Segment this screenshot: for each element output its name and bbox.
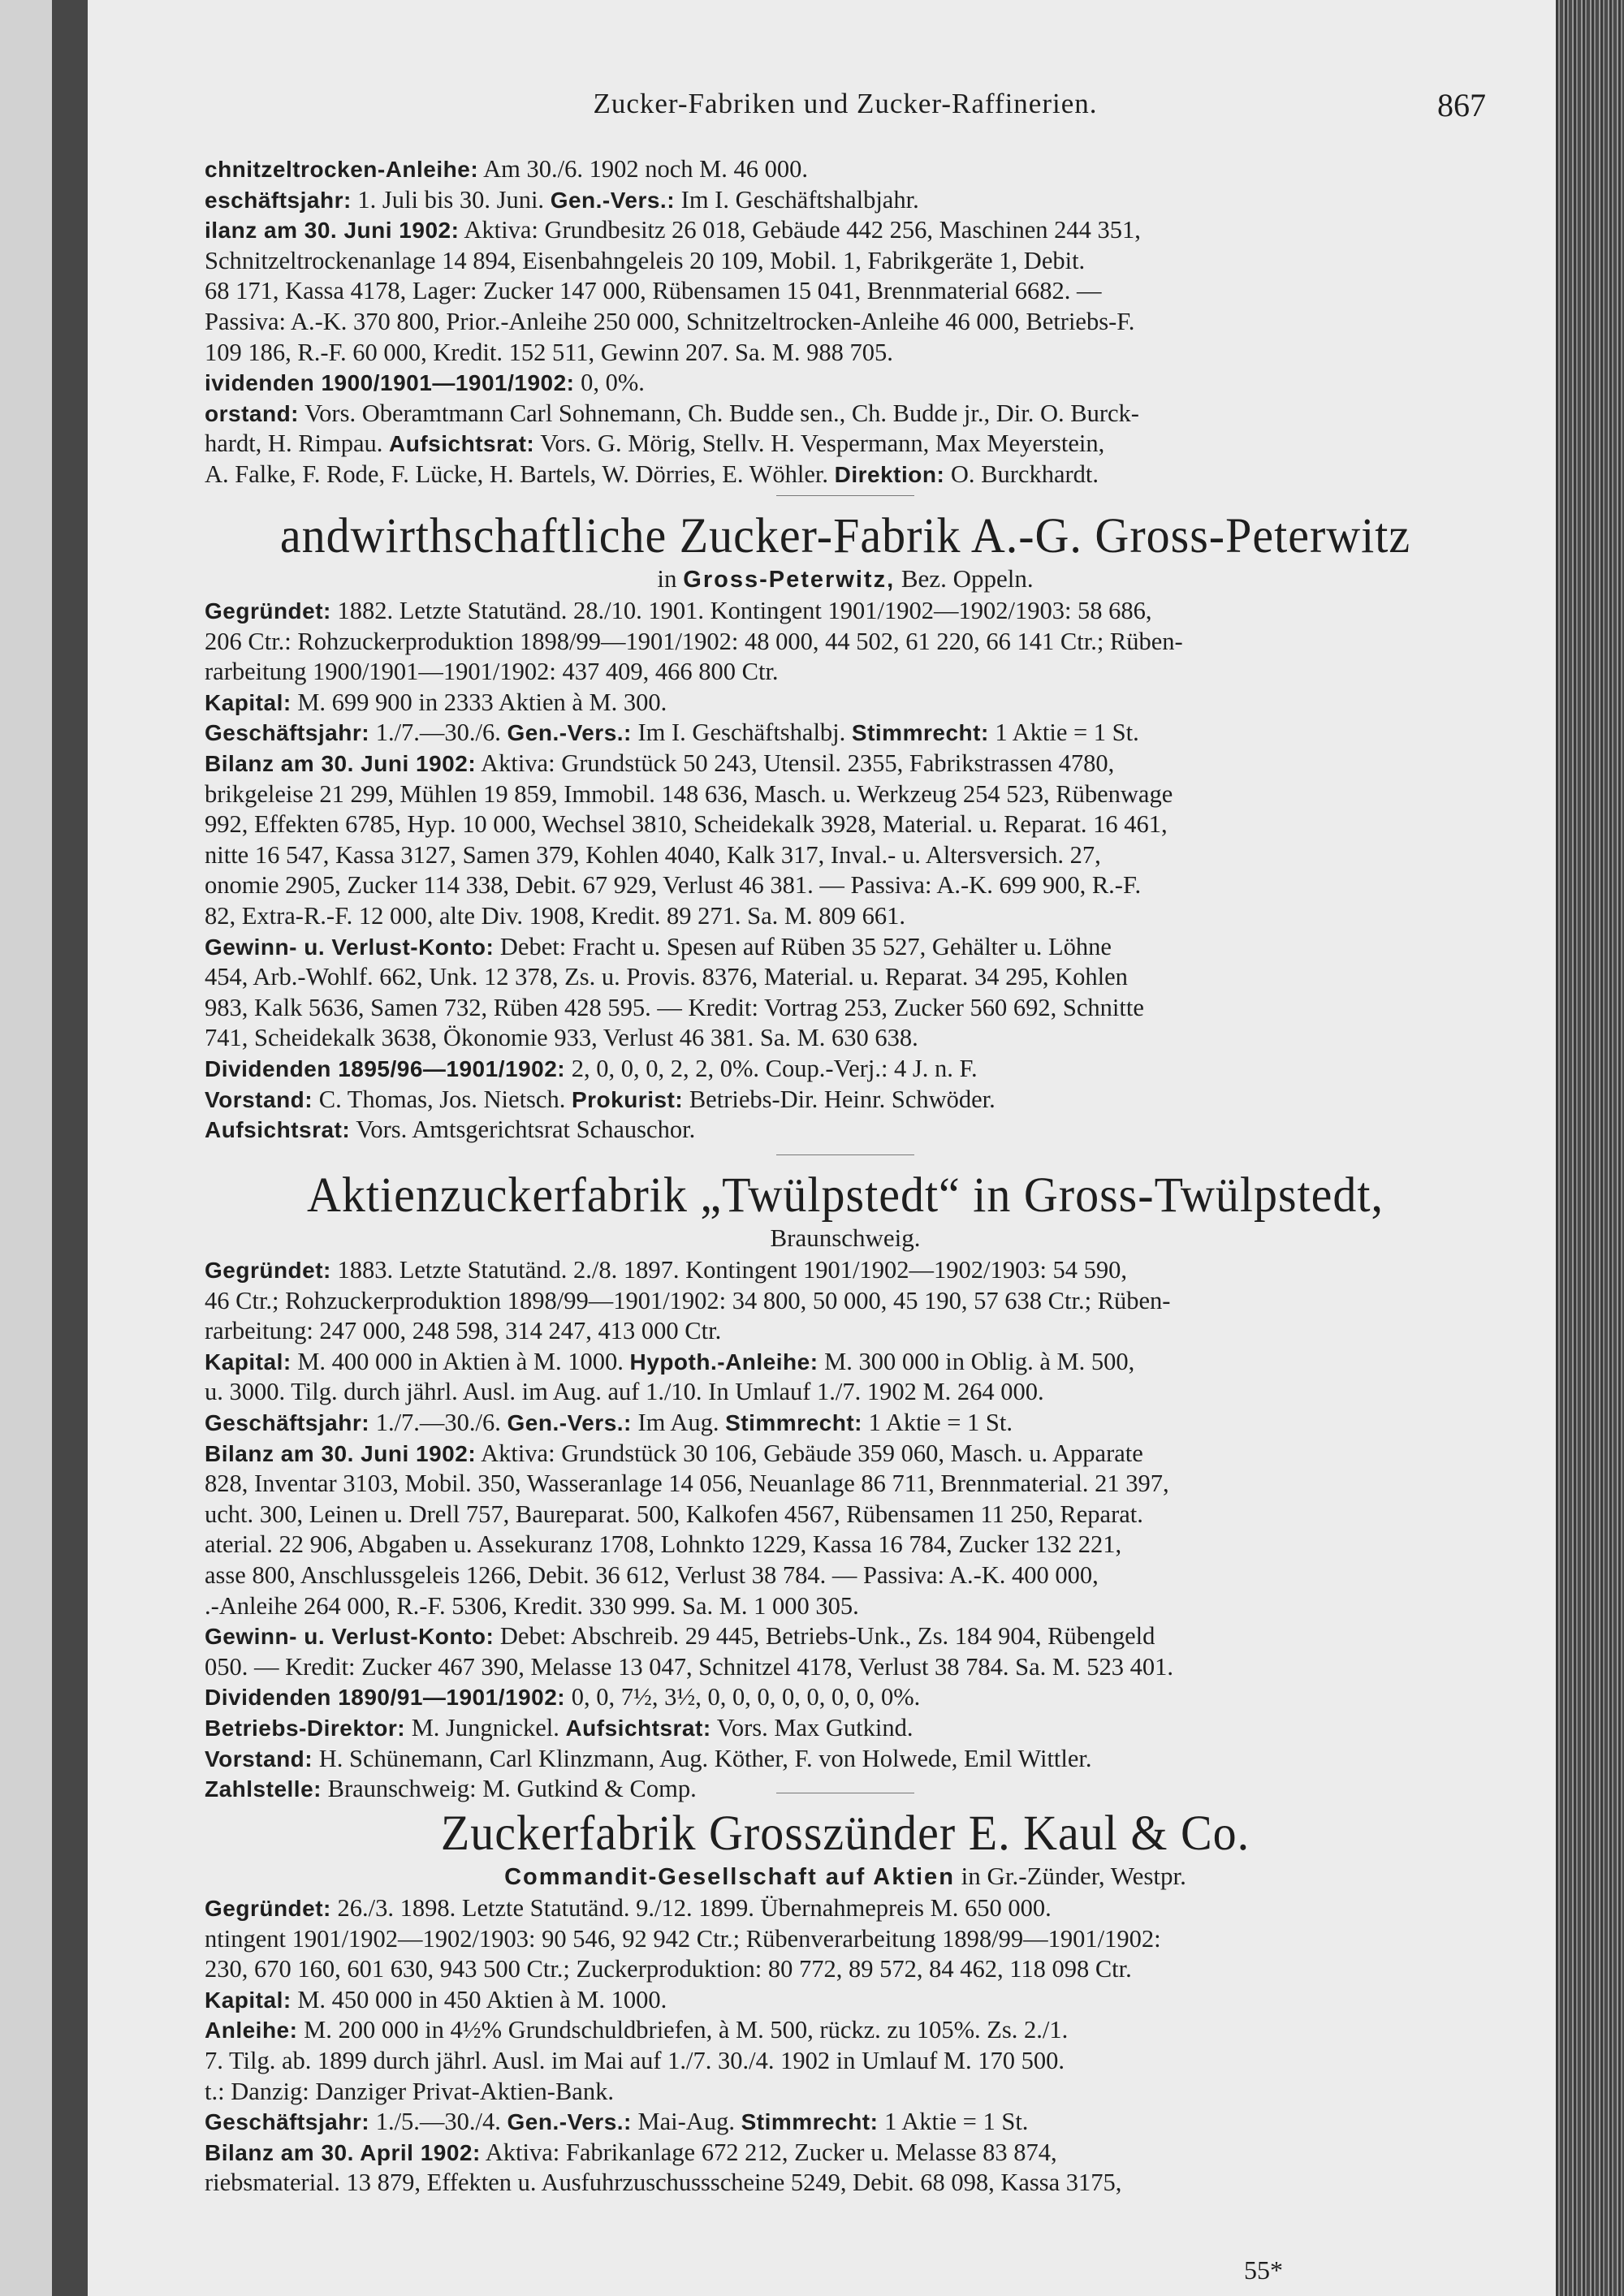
line-text: 1./7.—30./6. [369, 1408, 508, 1436]
line-text: M. Jungnickel. [405, 1713, 566, 1741]
separator-rule [776, 1154, 914, 1155]
line-text: 1./5.—30./4. [369, 2108, 508, 2136]
line-text: H. Schünemann, Carl Klinzmann, Aug. Köther, F. von Holwede, Emil Wittler. [313, 1744, 1092, 1772]
line-text: 050. — Kredit: Zucker 467 390, Melasse 13 047, Schnitzel 4178, Verlust 38 784. Sa. M. 523 401. [205, 1652, 1174, 1681]
text-line [205, 460, 1486, 490]
line-text: 1./7.—30./6. [369, 719, 508, 747]
field-label: Betriebs-Direktor: [205, 1715, 406, 1741]
field-label: Kapital: [205, 1987, 292, 2013]
line-text: 46 Ctr.; Rohzuckerproduktion 1898/99—1901/1902: 34 800, 50 000, 45 190, 57 638 Ctr.; Rüben- [205, 1286, 1171, 1314]
entry-lines [205, 596, 1486, 1146]
field-label: Gewinn- u. Verlust-Konto: [205, 934, 495, 960]
left-page-margin [0, 0, 52, 2296]
field-label: Hypoth.-Anleihe: [629, 1349, 818, 1375]
text-line [205, 993, 1486, 1024]
line-text: 1 Aktie = 1 St. [862, 1408, 1013, 1436]
entry-lines [205, 1255, 1486, 1805]
text-line [205, 596, 1486, 627]
line-text: 1882. Letzte Statutänd. 28./10. 1901. Kontingent 1901/1902—1902/1903: 58 686, [330, 597, 1152, 624]
text-line [205, 779, 1486, 810]
text-line [205, 1023, 1486, 1054]
text-line [205, 627, 1486, 658]
text-line [205, 688, 1486, 719]
field-label: Aufsichtsrat: [205, 1117, 351, 1143]
text-line [205, 215, 1486, 246]
line-text: 26./3. 1898. Letzte Statutänd. 9./12. 1899. Übernahmepreis M. 650 000. [330, 1894, 1052, 1922]
text-line [205, 429, 1486, 460]
field-label: Gen.-Vers.: [507, 2109, 632, 2135]
field-label: Bilanz am 30. Juni 1902: [205, 750, 477, 776]
line-text: riebsmaterial. 13 879, Effekten u. Ausfuhrzuschussscheine 5249, Debit. 68 098, Kassa 3175, [205, 2169, 1122, 2197]
field-label: Gen.-Vers.: [507, 1409, 632, 1435]
text-line [205, 338, 1486, 369]
company-location: Commandit-Gesellschaft auf Aktien in Gr.-Zünder, Westpr. [504, 1862, 1186, 1890]
line-text: Vors. Oberamtmann Carl Sohnemann, Ch. Budde sen., Ch. Budde jr., Dir. O. Burck- [299, 399, 1139, 427]
text-line [205, 2046, 1486, 2077]
company-location: Braunschweig. [770, 1224, 921, 1252]
line-text: hardt, H. Rimpau. [205, 429, 390, 458]
text-line [205, 2138, 1486, 2169]
line-text: 7. Tilg. ab. 1899 durch jährl. Ausl. im Mai auf 1./7. 30./4. 1902 in Umlauf M. 170 500. [205, 2046, 1065, 2074]
line-text: 1 Aktie = 1 St. [988, 719, 1139, 747]
text-line [205, 1924, 1486, 1955]
separator-rule [776, 495, 914, 496]
text-line [205, 1439, 1486, 1470]
field-label: Geschäftsjahr: [205, 2109, 370, 2135]
field-label: Vorstand: [205, 1086, 313, 1112]
company-title: Aktienzuckerfabrik „Twülpstedt“ in Gross-Twülpstedt, [307, 1167, 1384, 1223]
line-text: Schnitzeltrockenanlage 14 894, Eisenbahngeleis 20 109, Mobil. 1, Fabrikgeräte 1, Debit. [205, 246, 1086, 274]
line-text: Aktiva: Grundstück 30 106, Gebäude 359 060, Masch. u. Apparate [476, 1439, 1143, 1467]
text-line [205, 749, 1486, 779]
text-line [205, 2015, 1486, 2046]
line-text: Mai-Aug. [631, 2108, 741, 2136]
sheet-signature: 55* [1244, 2255, 1283, 2285]
text-line [205, 154, 1486, 185]
field-label: eschäftsjahr: [205, 187, 352, 213]
text-line [205, 1713, 1486, 1744]
text-line [205, 2168, 1486, 2199]
field-label: Anleihe: [205, 2018, 298, 2044]
field-label: orstand: [205, 400, 299, 426]
text-line [205, 399, 1486, 429]
line-text: 68 171, Kassa 4178, Lager: Zucker 147 000, Rübensamen 15 041, Brennmaterial 6682. — [205, 277, 1102, 305]
text-line [205, 840, 1486, 871]
text-line [205, 1744, 1486, 1775]
text-line [205, 2107, 1486, 2138]
field-label: Gegründet: [205, 1258, 331, 1283]
text-line [205, 657, 1486, 688]
line-text: nitte 16 547, Kassa 3127, Samen 379, Kohlen 4040, Kalk 317, Inval.- u. Altersversich. 27, [205, 840, 1101, 869]
field-label: Gen.-Vers.: [550, 187, 676, 213]
field-label: Gewinn- u. Verlust-Konto: [205, 1624, 495, 1650]
text-line [205, 1255, 1486, 1286]
line-text: ucht. 300, Leinen u. Drell 757, Baureparat. 500, Kalkofen 4567, Rübensamen 11 250, Reparat. [205, 1500, 1143, 1528]
line-text: asse 800, Anschlussgeleis 1266, Debit. 36 612, Verlust 38 784. — Passiva: A.-K. 400 000, [205, 1560, 1099, 1589]
text-line [205, 1500, 1486, 1530]
line-text: A. Falke, F. Rode, F. Lücke, H. Bartels, W. Dörries, E. Wöhler. [205, 460, 835, 488]
line-text: 0, 0, 7½, 3½, 0, 0, 0, 0, 0, 0, 0, 0%. [565, 1683, 921, 1711]
entry-lines [205, 1893, 1486, 2199]
text-line [205, 2077, 1486, 2108]
line-text: Im I. Geschäftshalbj. [631, 719, 852, 747]
text-line [205, 1530, 1486, 1560]
text-line [205, 1347, 1486, 1378]
line-text: Passiva: A.-K. 370 800, Prior.-Anleihe 250 000, Schnitzeltrocken-Anleihe 46 000, Betriebs-F. [205, 307, 1135, 335]
field-label: Dividenden 1890/91—1901/1902: [205, 1685, 566, 1711]
text-line [205, 962, 1486, 993]
text-line [205, 276, 1486, 307]
binding-shadow [52, 0, 88, 2296]
field-label: Stimmrecht: [851, 720, 989, 746]
field-label: Vorstand: [205, 1746, 313, 1772]
field-label: Dividenden 1895/96—1901/1902: [205, 1055, 566, 1081]
line-text: ntingent 1901/1902—1902/1903: 90 546, 92 942 Ctr.; Rübenverarbeitung 1898/99—1901/1902: [205, 1924, 1161, 1953]
book-edge [1556, 0, 1624, 2296]
field-label: Bilanz am 30. Juni 1902: [205, 1440, 477, 1466]
line-text: 828, Inventar 3103, Mobil. 350, Wasseranlage 14 056, Neuanlage 86 711, Brennmaterial. 21 397, [205, 1470, 1169, 1498]
field-label: ividenden 1900/1901—1901/1902: [205, 370, 575, 396]
entry-grosszuender [205, 1805, 1486, 2199]
line-text: 82, Extra-R.-F. 12 000, alte Div. 1908, Kredit. 89 271. Sa. M. 809 661. [205, 901, 906, 930]
text-line [205, 809, 1486, 840]
company-title: andwirthschaftliche Zucker-Fabrik A.-G. Gross-Peterwitz [279, 507, 1411, 563]
line-text: 983, Kalk 5636, Samen 732, Rüben 428 595. — Kredit: Vortrag 253, Zucker 560 692, Schnitte [205, 993, 1144, 1021]
line-text: u. 3000. Tilg. durch jährl. Ausl. im Aug. auf 1./10. In Umlauf 1./7. 1902 M. 264 000. [205, 1378, 1044, 1406]
entry-twuelpstedt [205, 1167, 1486, 1805]
line-text: M. 300 000 in Oblig. à M. 500, [818, 1347, 1135, 1375]
text-line [205, 901, 1486, 932]
field-label: Stimmrecht: [725, 1409, 862, 1435]
text-line [205, 1893, 1486, 1924]
line-text: brikgeleise 21 299, Mühlen 19 859, Immobil. 148 636, Masch. u. Werkzeug 254 523, Rübenwage [205, 779, 1173, 808]
field-label: Aufsichtsrat: [389, 431, 535, 457]
text-line [205, 1621, 1486, 1652]
line-text: M. 200 000 in 4½% Grundschuldbriefen, à M. 500, rückz. zu 105%. Zs. 2./1. [297, 2016, 1069, 2044]
line-text: Vors. Max Gutkind. [710, 1713, 914, 1741]
text-line [205, 1377, 1486, 1408]
line-text: 230, 670 160, 601 630, 943 500 Ctr.; Zuckerproduktion: 80 772, 89 572, 84 462, 118 098 Ctr. [205, 1955, 1132, 1983]
text-line [205, 1682, 1486, 1713]
text-line [205, 368, 1486, 399]
field-label: Gen.-Vers.: [507, 720, 632, 746]
field-label: Prokurist: [571, 1086, 684, 1112]
text-line [205, 1591, 1486, 1622]
document-page [88, 0, 1556, 2296]
line-text: 1883. Letzte Statutänd. 2./8. 1897. Kontingent 1901/1902—1902/1903: 54 590, [330, 1256, 1128, 1284]
text-line [205, 1408, 1486, 1439]
text-line [205, 1774, 1486, 1805]
line-text: onomie 2905, Zucker 114 338, Debit. 67 929, Verlust 46 381. — Passiva: A.-K. 699 900, R.-F. [205, 871, 1142, 900]
field-label: Geschäftsjahr: [205, 1409, 370, 1435]
line-text: Betriebs-Dir. Heinr. Schwöder. [683, 1085, 996, 1113]
text-line [205, 185, 1486, 216]
line-text: Debet: Fracht u. Spesen auf Rüben 35 527, Gehälter u. Löhne [494, 932, 1112, 960]
line-text: Braunschweig: M. Gutkind & Comp. [321, 1775, 697, 1803]
text-line [205, 1469, 1486, 1500]
entry-gross-peterwitz [205, 507, 1486, 1146]
text-line [205, 870, 1486, 901]
text-line [205, 1954, 1486, 1985]
text-line [205, 246, 1486, 277]
line-text: 454, Arb.-Wohlf. 662, Unk. 12 378, Zs. u. Provis. 8376, Material. u. Reparat. 34 295, Kohlen [205, 963, 1128, 991]
line-text: 0, 0%. [574, 369, 645, 397]
line-text: 2, 0, 0, 0, 2, 2, 0%. Coup.-Verj.: 4 J. n. F. [565, 1054, 978, 1082]
field-label: Zahlstelle: [205, 1776, 322, 1802]
line-text: C. Thomas, Jos. Nietsch. [313, 1085, 572, 1113]
entry-lines [205, 154, 1486, 490]
page-number: 867 [1437, 87, 1486, 123]
line-text: Vors. Amtsgerichtsrat Schauschor. [350, 1116, 696, 1144]
line-text: Aktiva: Grundstück 50 243, Utensil. 2355, Fabrikstrassen 4780, [476, 749, 1115, 777]
line-text: aterial. 22 906, Abgaben u. Assekuranz 1708, Lohnkto 1229, Kassa 16 784, Zucker 132 221, [205, 1530, 1122, 1559]
text-line [205, 1115, 1486, 1146]
line-text: rarbeitung 1900/1901—1901/1902: 437 409, 466 800 Ctr. [205, 658, 779, 686]
line-text: 741, Scheidekalk 3638, Ökonomie 933, Verlust 46 381. Sa. M. 630 638. [205, 1024, 918, 1052]
line-text: rarbeitung: 247 000, 248 598, 314 247, 413 000 Ctr. [205, 1317, 722, 1345]
line-text: M. 400 000 in Aktien à M. 1000. [291, 1347, 630, 1375]
company-location: in Gross-Peterwitz, Bez. Oppeln. [657, 564, 1034, 593]
field-label: Aufsichtsrat: [565, 1715, 711, 1741]
field-label: Gegründet: [205, 598, 331, 624]
text-line [205, 1286, 1486, 1317]
text-line [205, 1316, 1486, 1347]
line-text: 206 Ctr.: Rohzuckerproduktion 1898/99—1901/1902: 48 000, 44 502, 61 220, 66 141 Ctr.; Rüben- [205, 627, 1183, 655]
field-label: Geschäftsjahr: [205, 720, 370, 746]
text-line [205, 1085, 1486, 1116]
field-label: ilanz am 30. Juni 1902: [205, 218, 460, 244]
text-line [205, 1054, 1486, 1085]
field-label: Direktion: [834, 461, 945, 487]
line-text: 992, Effekten 6785, Hyp. 10 000, Wechsel 3810, Scheidekalk 3928, Material. u. Reparat. 16 461, [205, 810, 1168, 839]
line-text: t.: Danzig: Danziger Privat-Aktien-Bank. [205, 2077, 614, 2105]
text-line [205, 1560, 1486, 1591]
line-text: 1 Aktie = 1 St. [878, 2108, 1029, 2136]
company-title: Zuckerfabrik Grosszünder E. Kaul & Co. [440, 1805, 1250, 1861]
line-text: Am 30./6. 1902 noch M. 46 000. [478, 155, 808, 183]
text-line [205, 718, 1486, 749]
line-text: Debet: Abschreib. 29 445, Betriebs-Unk., Zs. 184 904, Rübengeld [494, 1622, 1155, 1651]
line-text: O. Burckhardt. [944, 460, 1099, 488]
field-label: chnitzeltrocken-Anleihe: [205, 157, 479, 182]
line-text: M. 699 900 in 2333 Aktien à M. 300. [291, 688, 667, 716]
text-line [205, 932, 1486, 963]
field-label: Kapital: [205, 1349, 292, 1375]
field-label: Kapital: [205, 689, 292, 715]
line-text: Vors. G. Mörig, Stellv. H. Vespermann, Max Meyerstein, [534, 429, 1105, 458]
text-line [205, 307, 1486, 338]
line-text: Im Aug. [631, 1408, 726, 1436]
field-label: Bilanz am 30. April 1902: [205, 2139, 481, 2165]
line-text: Im I. Geschäftshalbjahr. [675, 185, 919, 214]
field-label: Stimmrecht: [741, 2109, 879, 2135]
text-line [205, 1652, 1486, 1683]
line-text: 109 186, R.-F. 60 000, Kredit. 152 511, Gewinn 207. Sa. M. 988 705. [205, 338, 893, 366]
running-title: Zucker-Fabriken und Zucker-Raffinerien. [593, 88, 1098, 119]
field-label: Gegründet: [205, 1896, 331, 1921]
line-text: Aktiva: Grundbesitz 26 018, Gebäude 442 256, Maschinen 244 351, [459, 216, 1141, 244]
line-text: .-Anleihe 264 000, R.-F. 5306, Kredit. 330 999. Sa. M. 1 000 305. [205, 1591, 859, 1620]
line-text: 1. Juli bis 30. Juni. [351, 185, 551, 214]
line-text: Aktiva: Fabrikanlage 672 212, Zucker u. Melasse 83 874, [480, 2138, 1057, 2166]
line-text: M. 450 000 in 450 Aktien à M. 1000. [291, 1985, 667, 2013]
entry-continued [205, 154, 1486, 490]
text-line [205, 1985, 1486, 2016]
